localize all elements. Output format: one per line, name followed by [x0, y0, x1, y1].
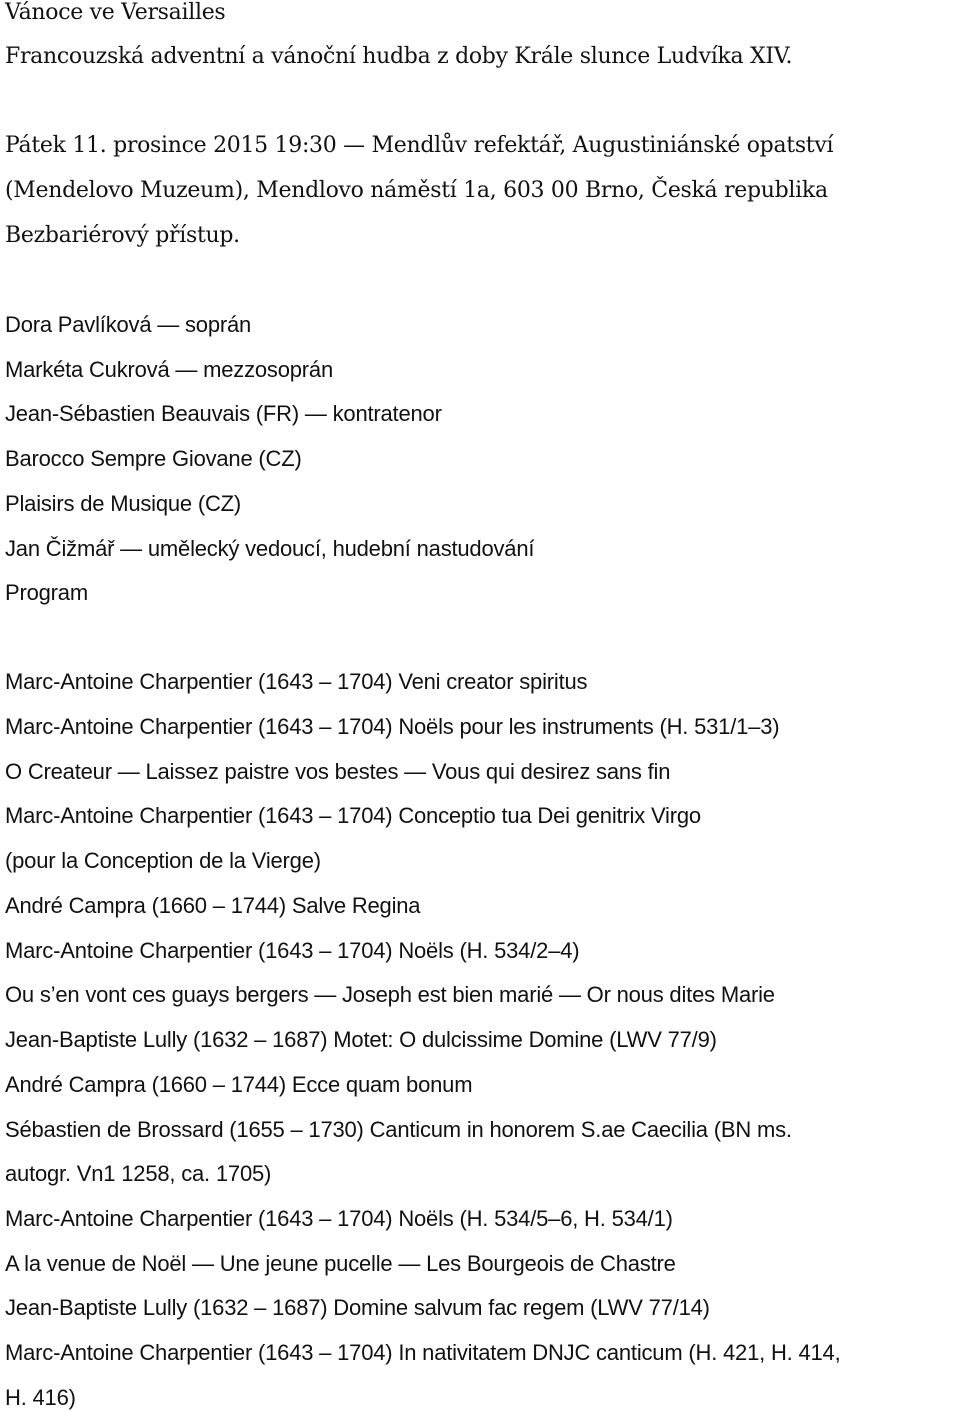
program-item: Marc-Antoine Charpentier (1643 – 1704) Noëls pour les instruments (H. 531/1–3) [5, 714, 780, 739]
event-accessibility: Bezbariérový přístup. [5, 223, 240, 248]
page-subtitle: Francouzská adventní a vánoční hudba z doby Krále slunce Ludvíka XIV. [5, 44, 793, 69]
program-item: Marc-Antoine Charpentier (1643 – 1704) Noëls (H. 534/2–4) [5, 938, 580, 963]
performer-line: Jean-Sébastien Beauvais (FR) — kontratenor [5, 401, 442, 426]
program-heading: Program [5, 580, 88, 605]
program-item: André Campra (1660 – 1744) Ecce quam bonum [5, 1072, 473, 1097]
program-item: H. 416) [5, 1385, 76, 1410]
program-item: Marc-Antoine Charpentier (1643 – 1704) Conceptio tua Dei genitrix Virgo [5, 803, 701, 828]
program-item: (pour la Conception de la Vierge) [5, 848, 321, 873]
event-address: (Mendelovo Muzeum), Mendlovo náměstí 1a, 603 00 Brno, Česká republika [5, 178, 828, 203]
program-item: Sébastien de Brossard (1655 – 1730) Canticum in honorem S.ae Caecilia (BN ms. [5, 1117, 792, 1142]
program-item: Ou s’en vont ces guays bergers — Joseph est bien marié — Or nous dites Marie [5, 982, 775, 1007]
event-date-venue: Pátek 11. prosince 2015 19:30 — Mendlův refektář, Augustiniánské opatství [5, 133, 834, 158]
performer-line: Barocco Sempre Giovane (CZ) [5, 446, 302, 471]
page-title: Vánoce ve Versailles [5, 0, 226, 25]
program-item: autogr. Vn1 1258, ca. 1705) [5, 1161, 272, 1186]
program-item: Marc-Antoine Charpentier (1643 – 1704) In nativitatem DNJC canticum (H. 421, H. 414, [5, 1340, 841, 1365]
performer-line: Plaisirs de Musique (CZ) [5, 491, 242, 516]
performer-line: Jan Čižmář — umělecký vedoucí, hudební nastudování [5, 536, 535, 561]
performer-line: Dora Pavlíková — soprán [5, 312, 252, 337]
performer-line: Markéta Cukrová — mezzosoprán [5, 357, 333, 382]
program-item: Jean-Baptiste Lully (1632 – 1687) Domine salvum fac regem (LWV 77/14) [5, 1295, 710, 1320]
program-item: Marc-Antoine Charpentier (1643 – 1704) Veni creator spiritus [5, 669, 588, 694]
program-item: Marc-Antoine Charpentier (1643 – 1704) Noëls (H. 534/5–6, H. 534/1) [5, 1206, 673, 1231]
program-item: André Campra (1660 – 1744) Salve Regina [5, 893, 421, 918]
program-item: Jean-Baptiste Lully (1632 – 1687) Motet: O dulcissime Domine (LWV 77/9) [5, 1027, 717, 1052]
program-item: A la venue de Noël — Une jeune pucelle — Les Bourgeois de Chastre [5, 1251, 676, 1276]
program-item: O Createur — Laissez paistre vos bestes — Vous qui desirez sans fin [5, 759, 671, 784]
